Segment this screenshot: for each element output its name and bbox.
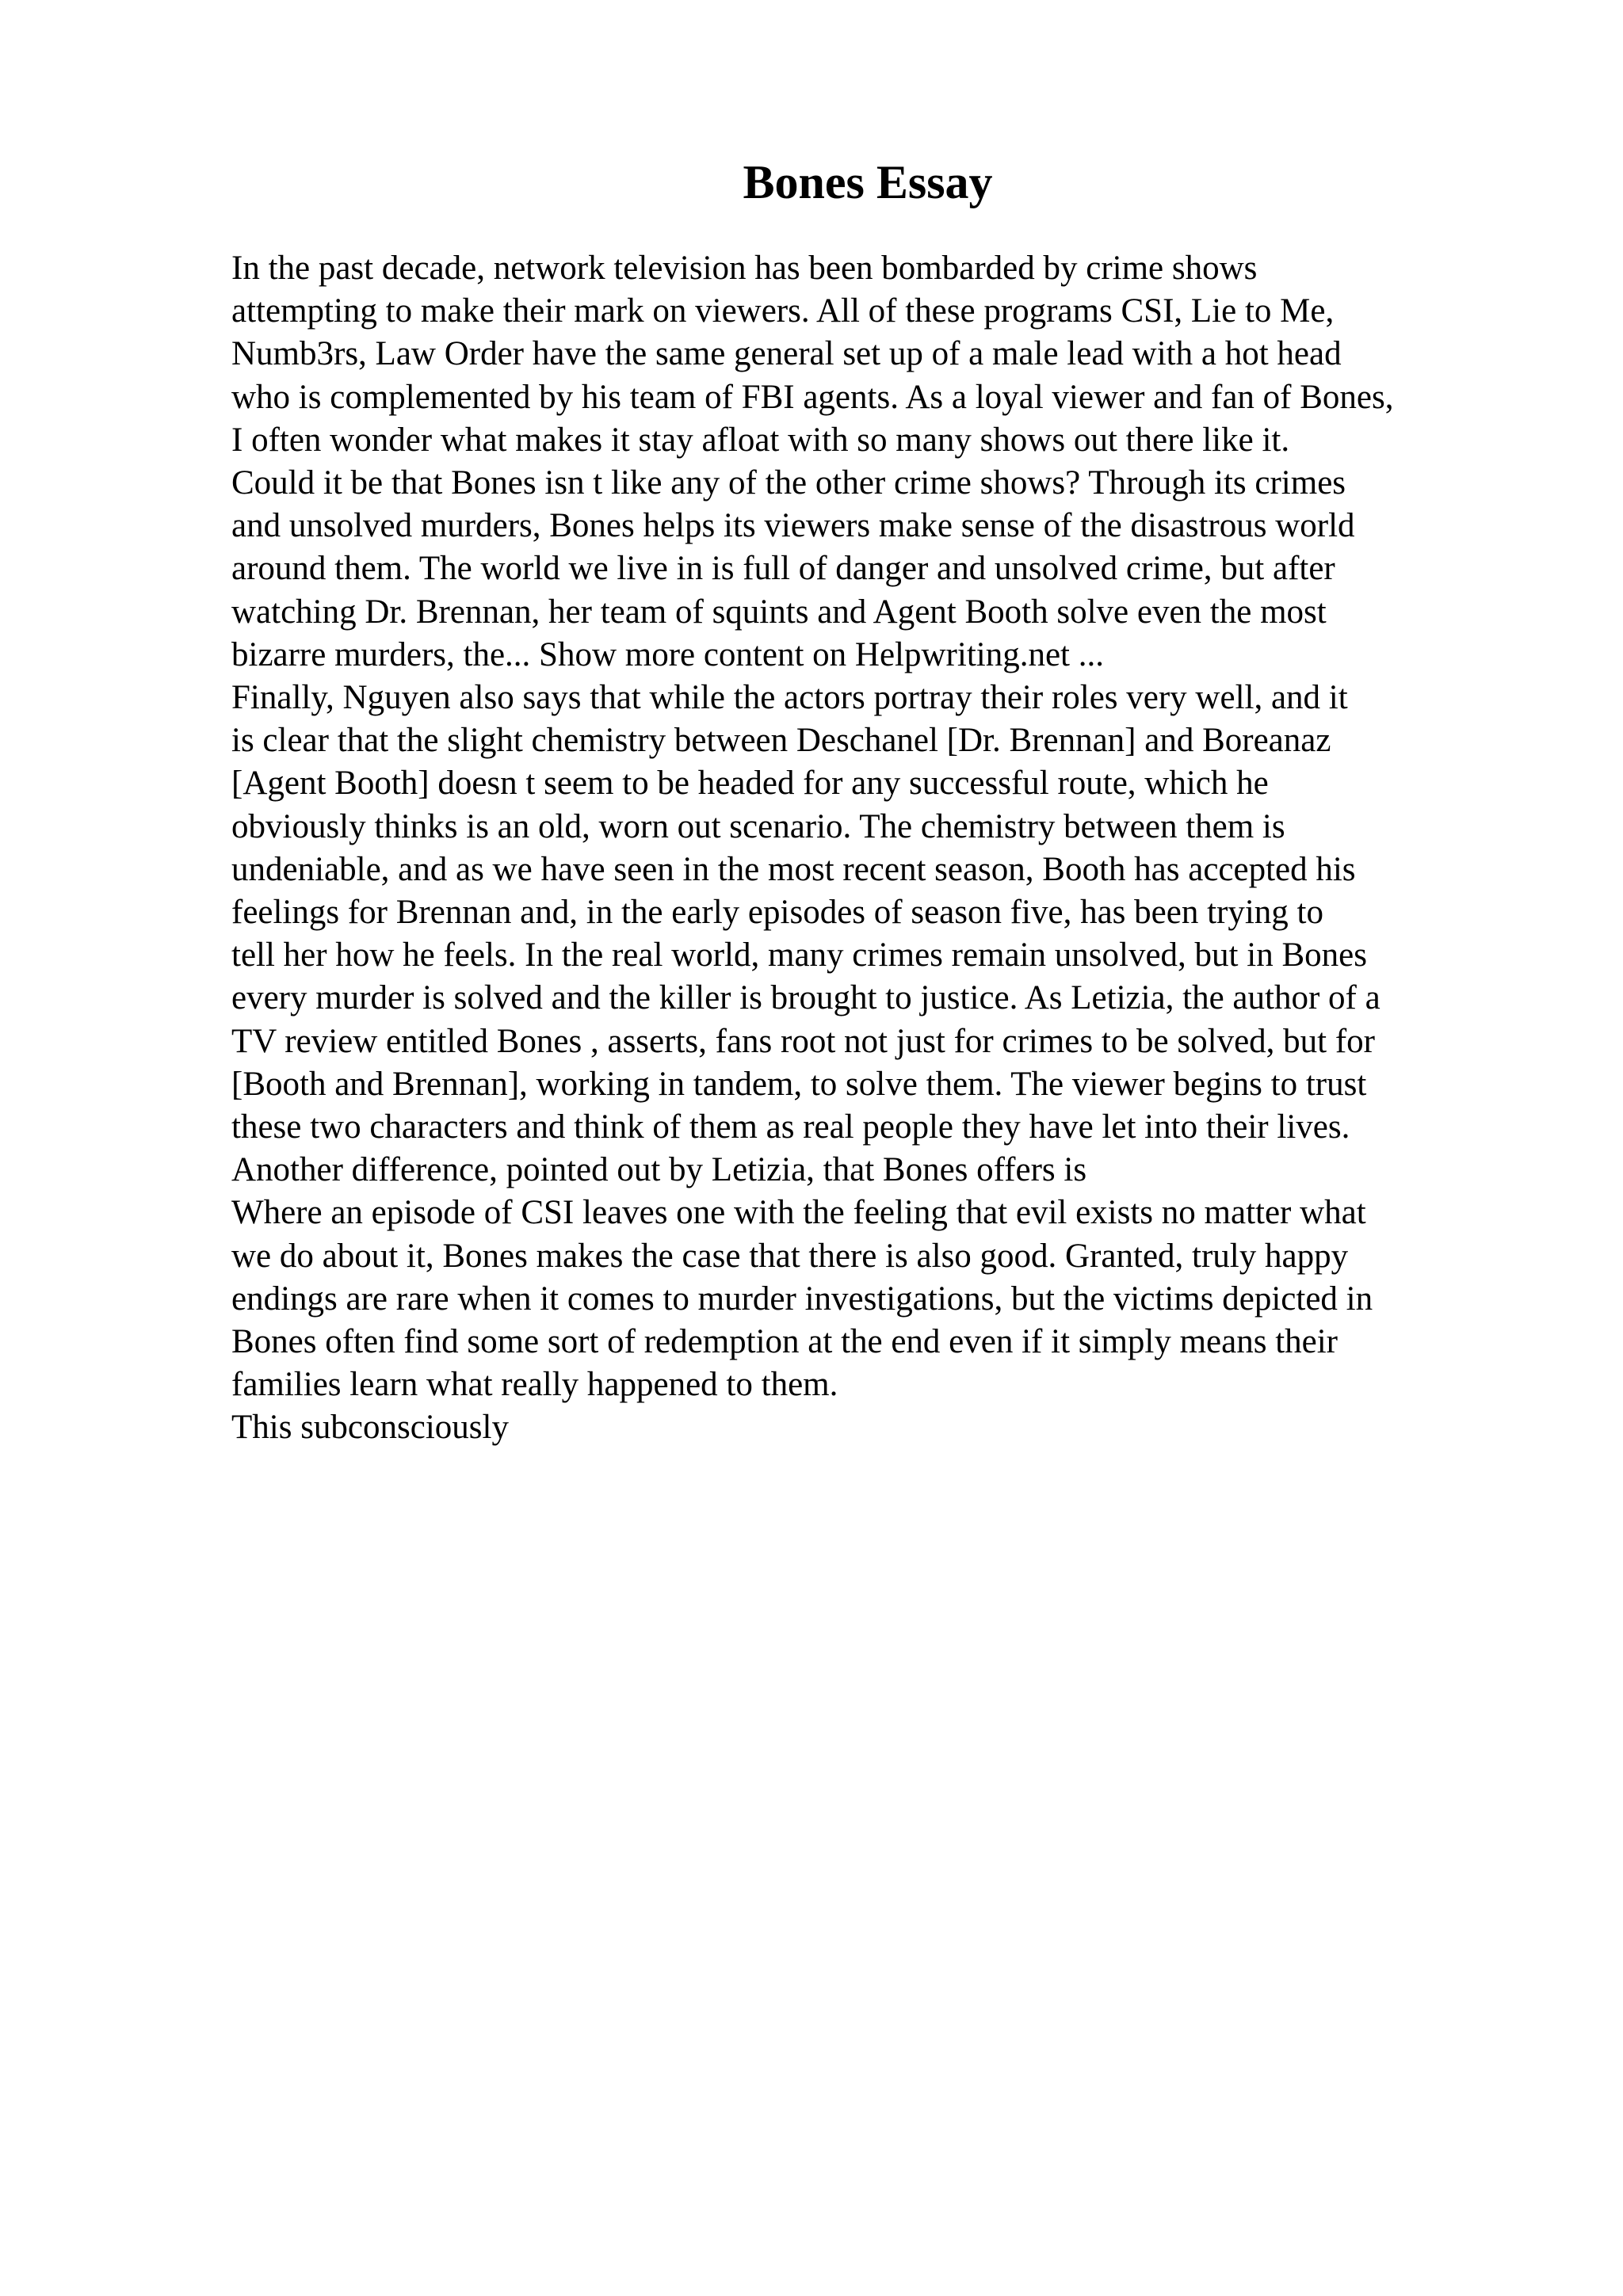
text-line: undeniable, and as we have seen in the most recent season, Booth has accepted his [231,850,1356,888]
text-line: endings are rare when it comes to murder investigations, but the victims depicted in [231,1280,1373,1318]
text-line: TV review entitled Bones , asserts, fans root not just for crimes to be solved, but for [231,1022,1375,1060]
text-line: every murder is solved and the killer is brought to justice. As Letizia, the author of a [231,979,1381,1017]
text-line: Another difference, pointed out by Letizia, that Bones offers is [231,1151,1087,1189]
text-line: around them. The world we live in is full of danger and unsolved crime, but after [231,550,1335,588]
text-line: feelings for Brennan and, in the early episodes of season five, has been trying to [231,894,1323,932]
text-line: Numb3rs, Law Order have the same general set up of a male lead with a hot head [231,335,1342,373]
text-line: these two characters and think of them as real people they have let into their lives. [231,1108,1350,1146]
text-line: In the past decade, network television has been bombarded by crime shows [231,250,1258,287]
document-body [231,247,1531,1450]
text-line: tell her how he feels. In the real world, many crimes remain unsolved, but in Bones [231,936,1367,974]
text-line: is clear that the slight chemistry between Deschanel [Dr. Brennan] and Boreanaz [231,722,1331,760]
text-line: I often wonder what makes it stay afloat with so many shows out there like it. [231,421,1290,459]
text-line: families learn what really happened to them. [231,1366,838,1404]
text-line: bizarre murders, the... Show more content on Helpwriting.net ... [231,635,1104,673]
text-line: Bones often find some sort of redemption at the end even if it simply means their [231,1323,1338,1361]
text-line: who is complemented by his team of FBI agents. As a loyal viewer and fan of Bones, [231,378,1394,416]
text-line: obviously thinks is an old, worn out scenario. The chemistry between them is [231,807,1285,845]
text-line: Finally, Nguyen also says that while the actors portray their roles very well, and it [231,679,1348,717]
text-line: attempting to make their mark on viewers. All of these programs CSI, Lie to Me, [231,292,1335,330]
text-line: watching Dr. Brennan, her team of squints and Agent Booth solve even the most [231,593,1327,631]
text-line: This subconsciously [231,1409,509,1447]
text-line: we do about it, Bones makes the case that there is also good. Granted, truly happy [231,1237,1349,1275]
text-line: [Agent Booth] doesn t seem to be headed for any successful route, which he [231,765,1269,803]
text-line: [Booth and Brennan], working in tandem, to solve them. The viewer begins to trust [231,1065,1367,1103]
document-title: Bones Essay [743,156,993,208]
text-line: and unsolved murders, Bones helps its viewers make sense of the disastrous world [231,507,1355,545]
text-line: Could it be that Bones isn t like any of the other crime shows? Through its crimes [231,464,1346,502]
text-line: Where an episode of CSI leaves one with the feeling that evil exists no matter what [231,1194,1366,1232]
